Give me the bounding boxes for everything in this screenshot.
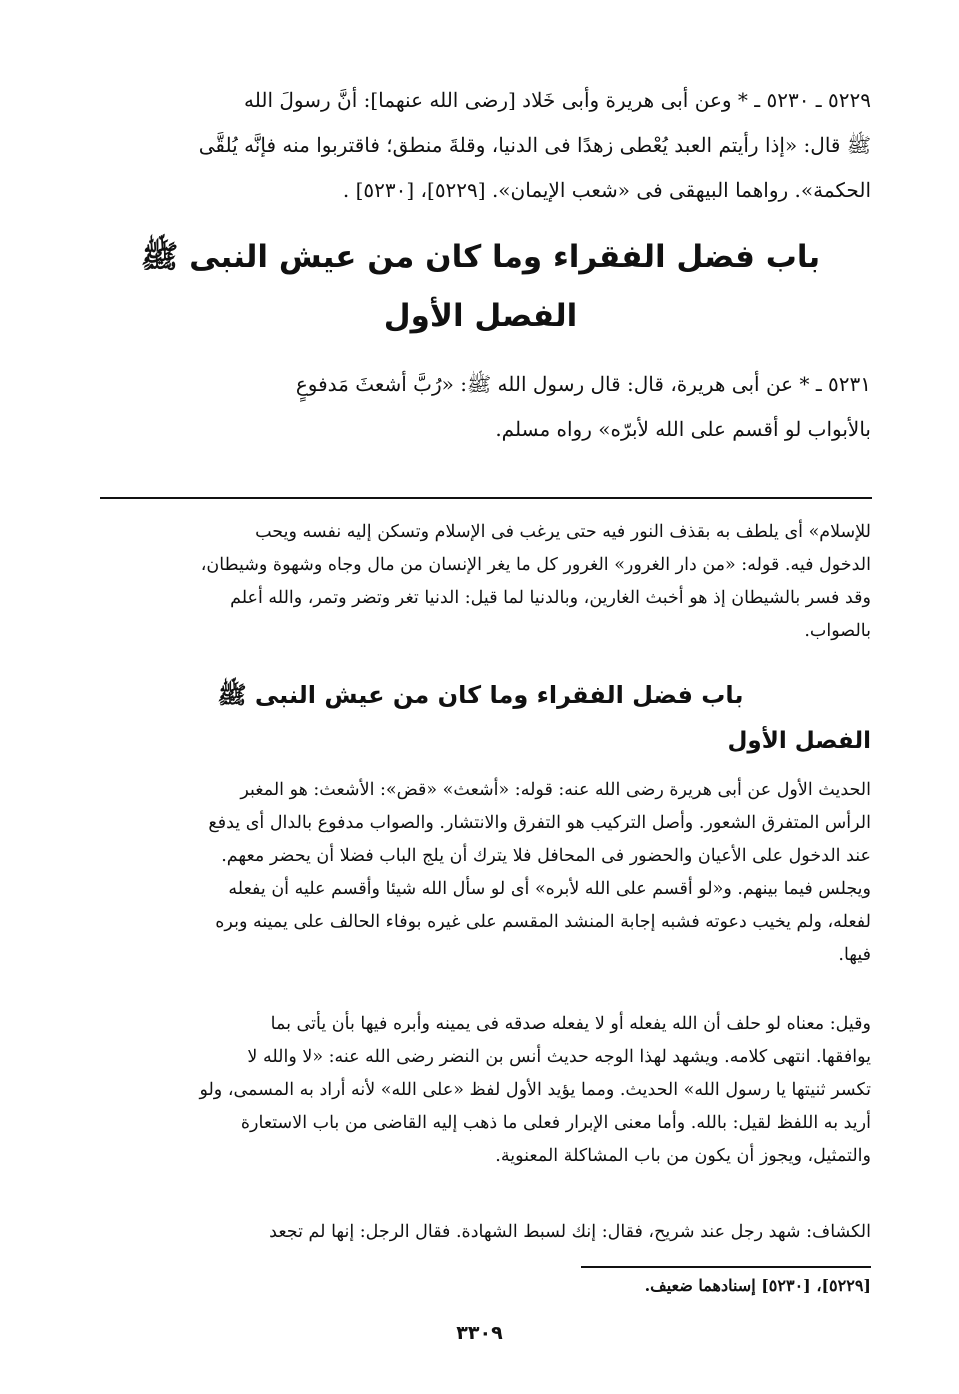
hadith-block-5229: [100, 78, 871, 213]
commentary-paragraph: [100, 516, 871, 648]
text-line: والتمثيل، ويجوز أن يكون من باب المشاكلة المعنوية.: [495, 1146, 871, 1166]
text-line: الحكمة». رواهما البيهقى فى «شعب الإيمان». [٥٢٢٩]، [٥٢٣٠] .: [342, 178, 871, 202]
commentary-paragraph: [100, 1216, 871, 1249]
text-line: للإسلام» أى يلطف به بقذف النور فيه حتى يرغب فى الإسلام وتسكن إليه نفسه ويحب: [255, 522, 871, 542]
commentary-paragraph: [100, 1008, 871, 1173]
section-divider: [100, 497, 872, 499]
text-line: لفعله، ولم يخيب دعوته فشبه إجابة المنشد المقسم على غيره بوفاء الحالف على يمينه وبره: [215, 912, 871, 932]
text-line: الرأس المتفرق الشعور. وأصل التركيب هو التفرق والانتشار. والصواب مدفوع بالدال أى يدفع: [208, 813, 871, 833]
chapter-title: باب فضل الفقراء وما كان من عيش النبى ﷺ: [140, 239, 821, 275]
footnote: [٥٢٢٩]، [٥٢٣٠] إسنادهما ضعيف.: [644, 1276, 871, 1295]
text-line: يوافقها. انتهى كلامه. ويشهد لهذا الوجه حديث أنس بن النضر رضى الله عنه: «لا والله لا: [247, 1047, 871, 1067]
text-line: الحديث الأول عن أبى هريرة رضى الله عنه: قوله: «أشعث» «قض»: الأشعث: هو المغبر: [240, 780, 871, 800]
text-line: بالأبواب لو أقسم على الله لأبرّه» رواه مسلم.: [495, 417, 871, 441]
text-line: بالصواب.: [804, 621, 871, 641]
text-line: الدخول فيه. قوله: «من دار الغرور» الغرور كل ما يغر الإنسان من مال وجاه وشهوة وشيطان،: [200, 555, 871, 575]
page-number: ٣٣٠٩: [456, 1322, 503, 1344]
commentary-section-title: الفصل الأول: [727, 728, 871, 754]
text-line: ويجلس فيما بينهم. و«لو أقسم على الله لأبره» أى لو سأل الله شيئا وأقسم عليه أن يفعله: [228, 879, 871, 899]
text-line: الكشاف: شهد رجل عند شريح، فقال: إنك لسبط الشهادة. فقال الرجل: إنها لم تجعد: [269, 1222, 871, 1242]
hadith-block-5231: [100, 362, 871, 452]
text-line: ٥٢٢٩ ـ ٥٢٣٠ ـ * وعن أبى هريرة وأبى خَلاد [رضى الله عنهما]: أنَّ رسولَ الله: [244, 88, 871, 112]
text-line: ٥٢٣١ ـ * عن أبى هريرة، قال: قال رسول الله ﷺ: «رُبَّ أشعثَ مَدفوعٍ: [295, 372, 871, 396]
commentary-paragraph: [100, 774, 871, 972]
section-title: الفصل الأول: [383, 298, 578, 334]
text-line: تكسر ثنيتها يا رسول الله» الحديث. ومما يؤيد الأول لفظ «على الله» لأنه أراد به المسمى، ولو: [199, 1080, 871, 1100]
footnote-rule: [581, 1266, 871, 1268]
text-line: وقد فسر بالشيطان إذ هو أخبث الغارين، وبالدنيا لما قيل: الدنيا تغر وتضر وتمر، والله أعلم: [230, 588, 871, 608]
text-line: عند الدخول على الأعيان والحضور فى المحافل فلا يترك أن يلج الباب فضلا أن يحضر معهم.: [221, 846, 871, 866]
text-line: أريد به اللفظ لقيل: بالله. وأما معنى الإبرار فعلى ما ذهب إليه القاضى من باب الاستعارة: [240, 1113, 871, 1133]
text-line: وقيل: معناه لو حلف أن الله يفعله أو لا يفعله صدقه فى يمينه وأبره فيها بأن يأتى بما: [270, 1014, 871, 1034]
text-line: فيها.: [838, 945, 871, 965]
commentary-chapter-title: باب فضل الفقراء وما كان من عيش النبى ﷺ: [217, 681, 744, 709]
text-line: ﷺ قال: «إذا رأيتم العبد يُعْطى زهدًا فى الدنيا، وقلةَ منطق؛ فاقتربوا منه فإنَّه يُلقَّى: [198, 133, 871, 157]
